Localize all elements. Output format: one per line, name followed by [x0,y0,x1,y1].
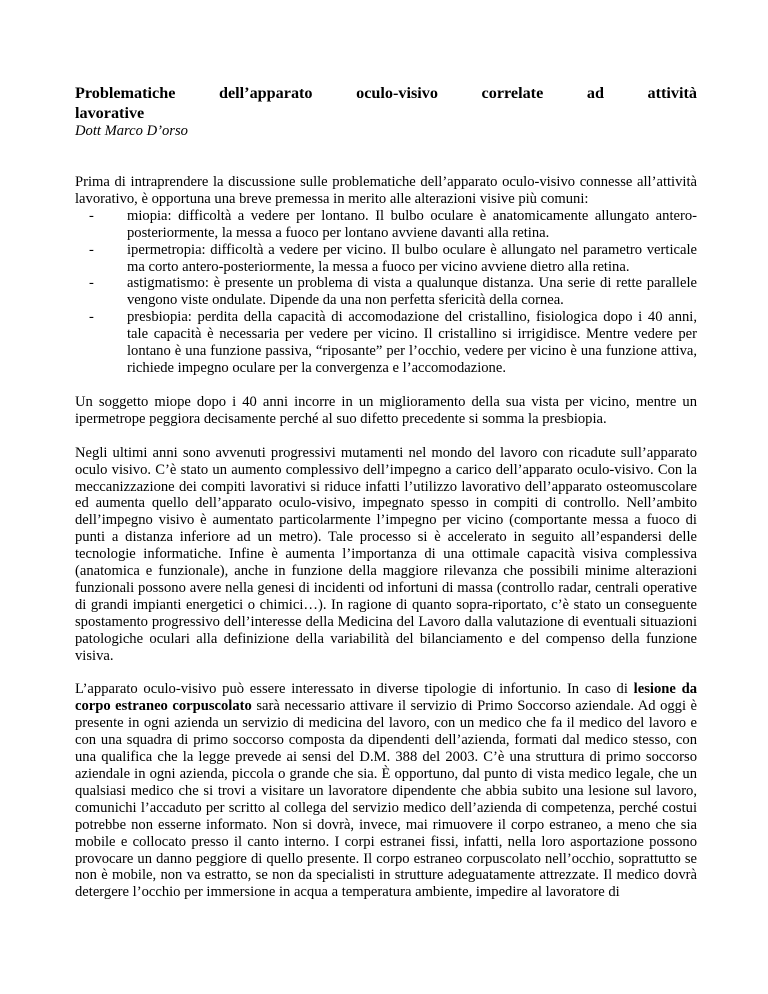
list-item [75,208,697,242]
list-item [75,242,697,276]
document-title: Problematiche dell’apparato oculo-visivo correlate ad attività [75,84,697,102]
author: Dott Marco D’orso [75,123,188,139]
list-dash: - [89,309,94,326]
list-item-text: presbiopia: perdita della capacità di accomodazione del cristallino, fisiologica dopo i 40 anni, tale capacità è necessaria per vedere per vicino. Il cristallino si irrigidisce. Mentre vedere per lontano è una funzione passiva, “riposante” per l’occhio, vedere per vicino è una funzione attiva, richiede impegno oculare per la convergenza e l’accomodazione. [127,309,697,376]
intro-paragraph: Prima di intraprendere la discussione sulle problematiche dell’apparato oculo-visivo connesse all’attività lavorativo, è opportuna una breve premessa in merito alle alterazioni visive più comuni: [75,174,697,207]
list-item-text: ipermetropia: difficoltà a vedere per vicino. Il bulbo oculare è allungato nel parametro verticale ma corto antero-posteriormente, la messa a fuoco per vicino avviene dietro alla retina. [127,241,697,275]
condition-list [75,208,697,377]
paragraph-injuries-text-start: L’apparato oculo-visivo può essere interessato in diverse tipologie di infortunio. In caso di [75,681,634,698]
document-page [75,84,697,918]
paragraph-injuries-bold: lesione da corpo estraneo corpuscolato [75,681,698,715]
paragraph-injuries-text-end: sarà necessario attivare il servizio di Primo Soccorso aziendale. Ad oggi è presente in ogni azienda un servizio di medicina del lavoro, con un medico che fa il medico del lavoro e con una squadra di primo soccorso composta da dipendenti dell’azienda, formati dal medico stesso, con una qualifica che la legge prevede ai sensi del D.M. 388 del 2003. C’è una struttura di primo soccorso aziendale in ogni azienda, piccola o grande che sia. È opportuno, dal punto di vista medico legale, che un qualsiasi medico che si trovi a visitare un lavoratore dipendente che abbia subito una lesione sul lavoro, comunichi l’accaduto per scritto al collega del servizio medico dell’azienda di competenza, perché costui potrebbe non esserne informato. Non si dovrà, invece, mai rimuovere il corpo estraneo, a meno che sia mobile e collocato presso il canto interno. I corpi estranei fissi, infatti, nella loro asportazione possono provocare un danno peggiore di quello presente. Il corpo estraneo corpuscolato nell’occhio, soprattutto se non è mobile, non va estratto, se non da specialisti in strutture adeguatamente attrezzate. Il medico dovrà detergere l’occhio per immersione in acqua a temperatura ambiente, impedire al lavoratore di [75,698,698,901]
paragraph-myopia-presbyopia: Un soggetto miope dopo i 40 anni incorre in un miglioramento della sua vista per vicino, mentre un ipermetrope peggiora decisamente perché al suo difetto precedente si somma la presbiopia. [75,393,697,427]
list-dash: - [89,275,94,292]
document-title-continued: lavorative [75,103,145,122]
paragraph-work-changes: Negli ultimi anni sono avvenuti progressivi mutamenti nel mondo del lavoro con ricadute sull’apparato oculo visivo. C’è stato un aumento complessivo dell’impegno a carico dell’apparato oculo-visivo. Con la meccanizzazione dei compiti lavorativi si riduce infatti l’utilizzo lavorativo dell’apparato osteomuscolare ed aumenta quello dell’apparato oculo-visivo, impegnato spesso in compiti di controllo. Nell’ambito dell’impegno visivo è aumentato particolarmente l’impegno per vicino (comportante messa a fuoco di punti a distanza inferiore ad un metro). Tale processo si è accelerato in seguito all’espandersi delle tecnologie informatiche. Infine è aumenta l’importanza di una ottimale capacità visiva complessiva (anatomica e funzionale), anche in funzione della maggiore rilevanza che possibili minime alterazioni funzionali possono avere nella genesi di incidenti od infortuni di massa (controllo radar, centrali operative di grandi impianti energetici o chimici…). In ragione di quanto sopra-riportato, c’è stato un conseguente spostamento progressivo dell’interesse della Medicina del Lavoro dalla valutazione di eventuali situazioni patologiche oculari alla definizione della variabilità del bilanciamento e del compenso della funzione visiva. [75,444,697,664]
list-item-text: miopia: difficoltà a vedere per lontano. Il bulbo oculare è anatomicamente allungato antero-posteriormente, la messa a fuoco per lontano avviene davanti alla retina. [127,207,697,241]
spacer [75,140,697,174]
list-item [75,275,697,309]
paragraph-injuries [75,681,697,901]
list-dash: - [89,207,94,224]
list-item [75,309,697,377]
list-item-text: astigmatismo: è presente un problema di vista a qualunque distanza. Una serie di rette parallele vengono viste ondulate. Dipende da una non perfetta sfericità della cornea. [127,275,697,309]
list-dash: - [89,241,94,258]
